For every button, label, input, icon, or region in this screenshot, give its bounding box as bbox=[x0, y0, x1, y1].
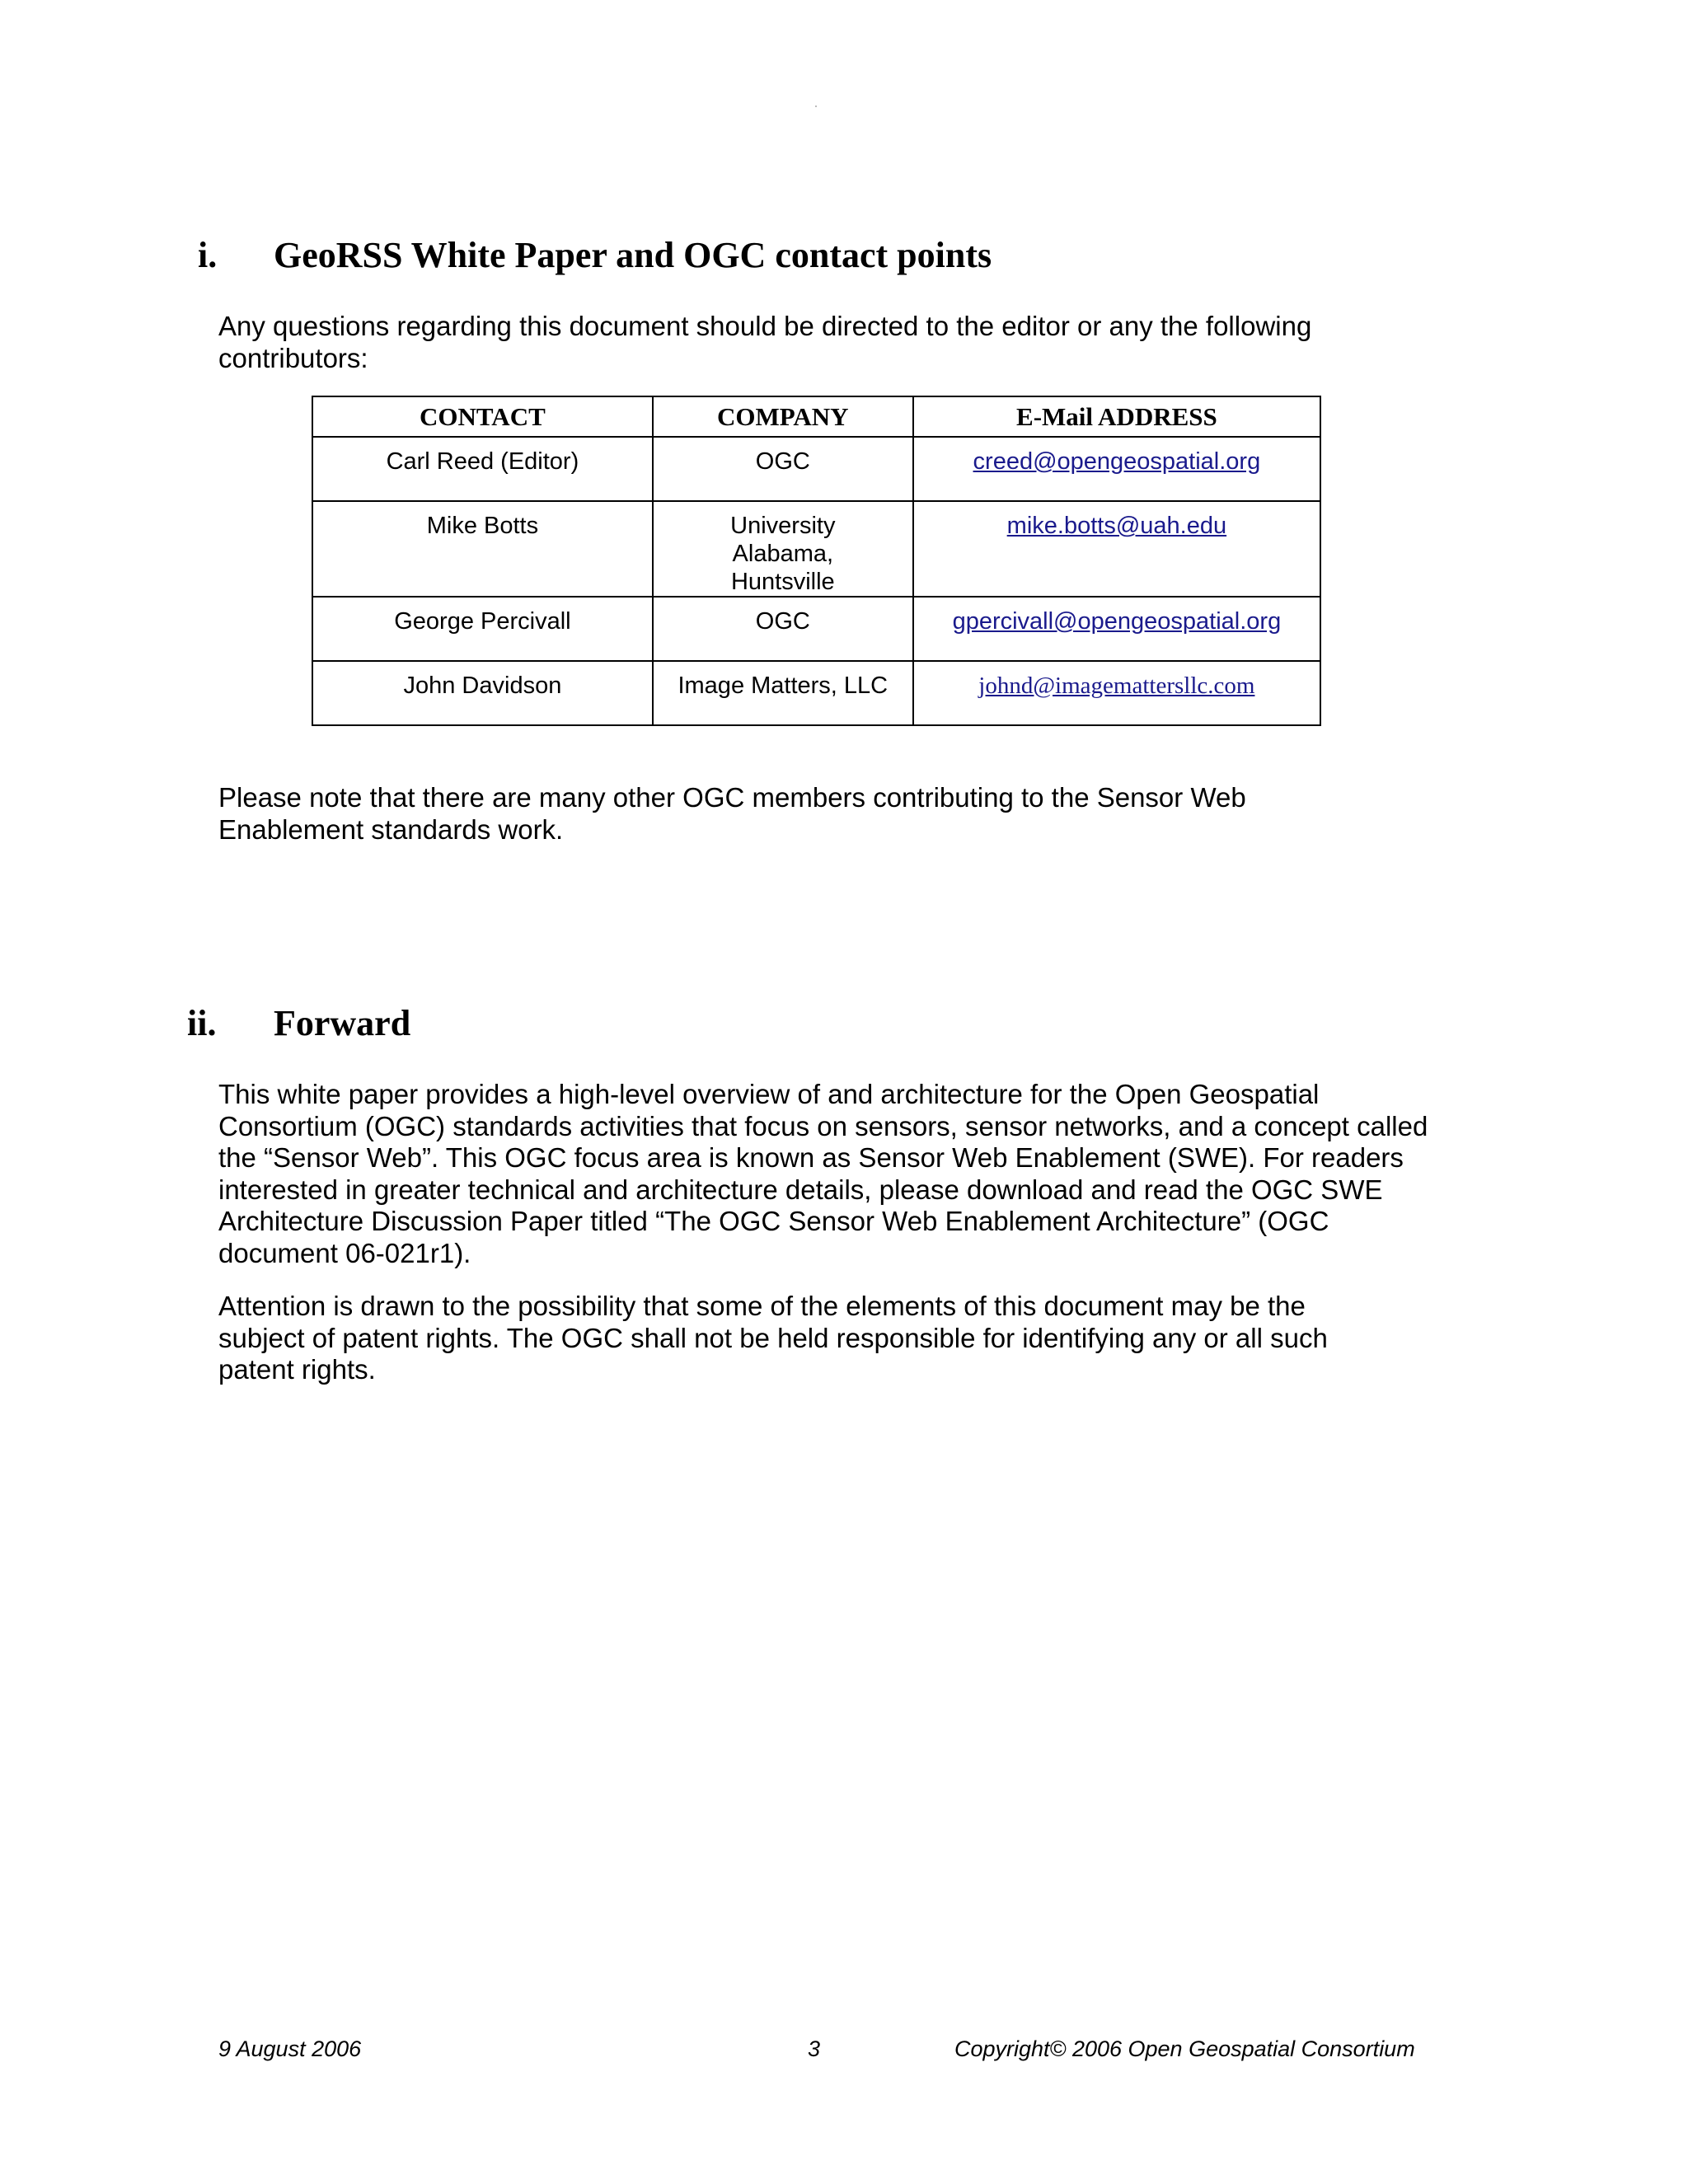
section-title: GeoRSS White Paper and OGC contact points bbox=[274, 235, 992, 275]
table-row bbox=[312, 437, 1320, 501]
section-number: ii. bbox=[187, 1003, 217, 1043]
table-row bbox=[312, 597, 1320, 661]
footer-copyright: Copyright© 2006 Open Geospatial Consortium bbox=[954, 2036, 1415, 2061]
contacts-table bbox=[312, 396, 1321, 726]
section-number: i. bbox=[198, 235, 218, 275]
contact-intro-paragraph: Any questions regarding this document should be directed to the editor or any the following contributors: bbox=[218, 311, 1312, 373]
section-title: Forward bbox=[274, 1003, 411, 1043]
contact-email-link[interactable]: mike.botts@uah.edu bbox=[913, 501, 1320, 597]
column-header-email: E-Mail ADDRESS bbox=[913, 396, 1320, 437]
contact-company: OGC bbox=[653, 437, 913, 501]
contact-company: OGC bbox=[653, 597, 913, 661]
contact-name: John Davidson bbox=[312, 661, 653, 725]
contact-email-link[interactable]: creed@opengeospatial.org bbox=[913, 437, 1320, 501]
table-row bbox=[312, 661, 1320, 725]
column-header-contact: CONTACT bbox=[312, 396, 653, 437]
table-row bbox=[312, 501, 1320, 597]
footer-date: 9 August 2006 bbox=[218, 2036, 362, 2061]
page-mark bbox=[815, 105, 817, 107]
contact-company: University Alabama, Huntsville bbox=[653, 501, 913, 597]
contact-name: Carl Reed (Editor) bbox=[312, 437, 653, 501]
forward-paragraph-2: Attention is drawn to the possibility that some of the elements of this document may be the subject of patent rights. The OGC shall not be held responsible for identifying any or all such patent rights. bbox=[218, 1291, 1328, 1385]
contact-name: George Percivall bbox=[312, 597, 653, 661]
contributors-note-paragraph: Please note that there are many other OGC members contributing to the Sensor Web Enablement standards work. bbox=[218, 782, 1246, 845]
contact-name: Mike Botts bbox=[312, 501, 653, 597]
footer-page-number: 3 bbox=[808, 2036, 821, 2061]
contact-email-link[interactable]: gpercivall@opengeospatial.org bbox=[913, 597, 1320, 661]
contact-company: Image Matters, LLC bbox=[653, 661, 913, 725]
forward-paragraph-1: This white paper provides a high-level overview of and architecture for the Open Geospatial Consortium (OGC) standards activities that focus on sensors, sensor networks, and a concept called the “Sensor Web”. This OGC focus area is known as Sensor Web Enablement (SWE). For readers interested in greater technical and architecture details, please download and read the OGC SWE Architecture Discussion Paper titled “The OGC Sensor Web Enablement Architecture” (OGC document 06-021r1). bbox=[218, 1079, 1428, 1268]
contact-email-link[interactable]: johnd@imagemattersllc.com bbox=[913, 661, 1320, 725]
column-header-company: COMPANY bbox=[653, 396, 913, 437]
table-header-row bbox=[312, 396, 1320, 437]
